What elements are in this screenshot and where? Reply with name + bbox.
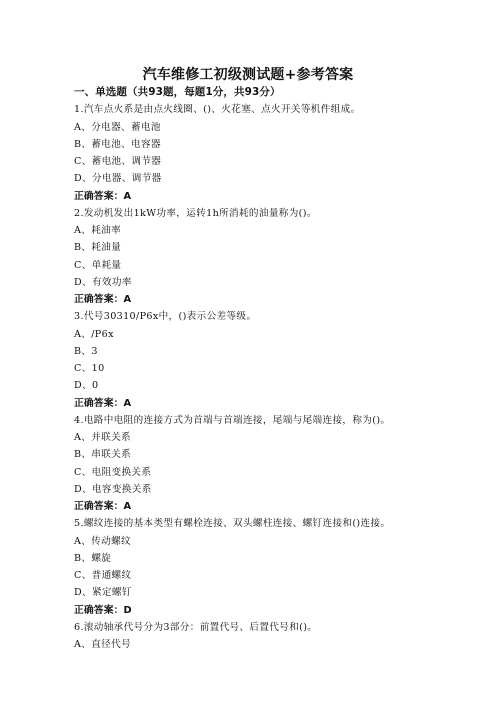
- question-stem: 5.螺纹连接的基本类型有螺栓连接、双头螺柱连接、螺钉连接和()连接。: [74, 518, 391, 530]
- correct-answer: 正确答案：A: [74, 294, 132, 305]
- correct-answer: 正确答案：A: [74, 397, 132, 409]
- option-d: D、0: [74, 380, 99, 392]
- question-stem: 4.电路中电阻的连接方式为首端与首端连接，尾端与尾端连接，称为()。: [74, 414, 391, 426]
- question-block: [74, 515, 474, 619]
- section-heading: 一、单选题（共93题，每题1分，共93分）: [74, 86, 281, 98]
- option-b: B、蓄电池、电容器: [74, 138, 161, 150]
- option-c: C、单耗量: [74, 259, 122, 271]
- option-c: C、普通螺纹: [74, 570, 132, 581]
- option-c: C、电阻变换关系: [74, 466, 152, 478]
- option-a: A、并联关系: [74, 432, 131, 443]
- question-stem: 6.滚动轴承代号分为3部分：前置代号、后置代号和()。: [74, 621, 318, 633]
- option-d: D、紧定螺钉: [74, 587, 132, 599]
- document-body: [74, 84, 474, 653]
- question-stem: 3.代号30310/P6x中，()表示公差等级。: [74, 311, 257, 323]
- question-block: [74, 412, 474, 516]
- question-block: [74, 308, 474, 412]
- option-b: B、串联关系: [74, 449, 132, 461]
- correct-answer: 正确答案：A: [74, 501, 132, 512]
- question-block: [74, 205, 474, 309]
- correct-answer: 正确答案：D: [74, 604, 132, 616]
- question-block: [74, 101, 474, 205]
- question-stem: 2.发动机发出1kW功率，运转1h所消耗的油量称为()。: [74, 207, 317, 219]
- correct-answer: 正确答案：A: [74, 190, 132, 202]
- option-a: A、/P6x: [74, 328, 114, 340]
- option-b: B、螺旋: [74, 552, 112, 564]
- option-a: A、直径代号: [74, 639, 131, 650]
- question-stem: 1.汽车点火系是由点火线圈、()、火花塞、点火开关等机件组成。: [74, 104, 361, 116]
- option-d: D、分电器、调节器: [74, 173, 162, 185]
- option-a: A、分电器、蓄电池: [74, 121, 161, 133]
- option-d: D、有效功率: [74, 276, 132, 288]
- option-b: B、耗油量: [74, 242, 122, 254]
- option-c: C、10: [74, 363, 105, 374]
- page-title: 汽车维修工初级测试题+参考答案: [142, 67, 354, 83]
- option-b: B、3: [74, 345, 98, 357]
- option-a: A、耗油率: [74, 225, 122, 236]
- option-a: A、传动螺纹: [74, 535, 131, 547]
- option-c: C、蓄电池、调节器: [74, 156, 162, 167]
- question-block: [74, 619, 474, 654]
- option-d: D、电容变换关系: [74, 483, 152, 495]
